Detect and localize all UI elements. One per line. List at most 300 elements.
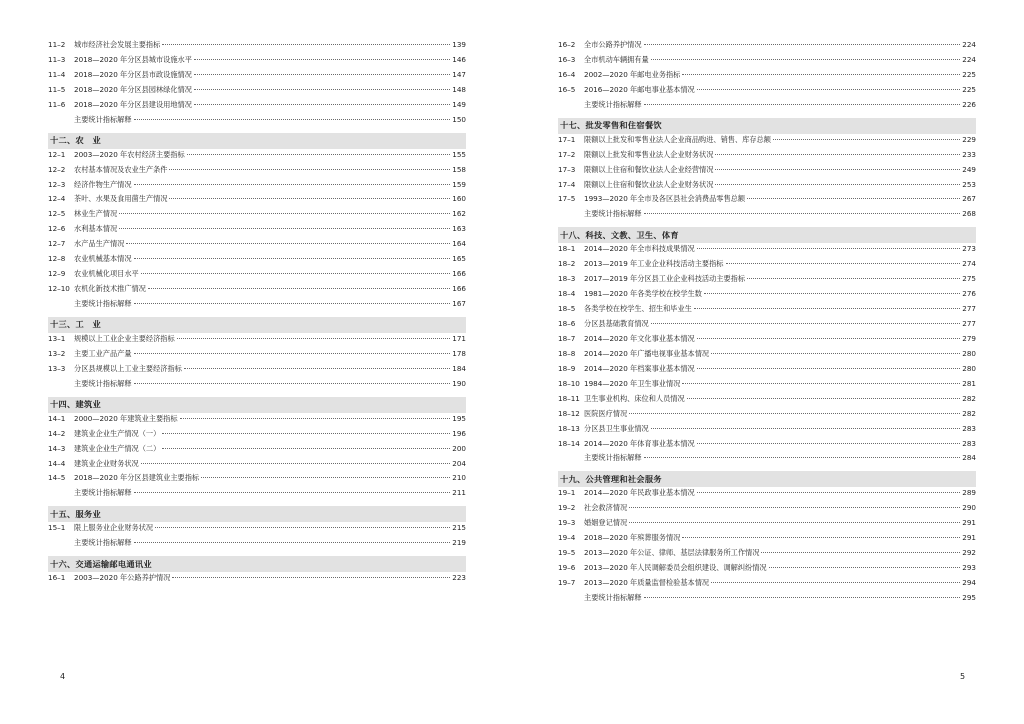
page-ref: 224 <box>962 54 976 64</box>
page-ref: 273 <box>962 244 976 254</box>
toc-entry-row[interactable] <box>558 578 976 593</box>
page-ref: 283 <box>962 423 976 433</box>
toc-entry-row[interactable] <box>48 180 466 195</box>
dot-leader <box>126 243 450 244</box>
entry-title: 建筑业企业生产情况（二） <box>74 443 161 453</box>
dot-leader <box>651 59 960 60</box>
table-code: 18–9 <box>558 363 576 373</box>
toc-entry-row[interactable] <box>48 194 466 209</box>
toc-entry-row[interactable] <box>558 180 976 195</box>
toc-note-row[interactable] <box>558 453 976 468</box>
entry-title: 2014—2020 年体育事业基本情况 <box>584 438 695 448</box>
dot-leader <box>201 477 450 478</box>
entry-title: 农机化新技术推广情况 <box>74 284 146 294</box>
toc-entry-row[interactable] <box>48 334 466 349</box>
page-ref: 178 <box>452 348 466 358</box>
dot-leader <box>162 448 450 449</box>
table-code: 12–9 <box>48 269 66 279</box>
toc-note-row[interactable] <box>558 593 976 608</box>
dot-leader <box>682 537 960 538</box>
table-code: 18–5 <box>558 304 576 314</box>
entry-title: 分区县卫生事业情况 <box>584 423 649 433</box>
dot-leader <box>629 507 960 508</box>
table-code: 11–5 <box>48 84 66 94</box>
dot-leader <box>194 59 450 60</box>
page-ref: 155 <box>452 149 466 159</box>
toc-entry-row[interactable] <box>558 289 976 304</box>
entry-title: 2013—2020 年质量监督检验基本情况 <box>584 578 710 587</box>
page-ref: 200 <box>452 443 466 453</box>
table-code: 19–7 <box>558 578 576 587</box>
toc-note-row[interactable] <box>48 538 466 553</box>
toc-entry-row[interactable] <box>558 548 976 563</box>
dot-leader <box>697 368 960 369</box>
page-ref: 294 <box>962 578 976 587</box>
dot-leader <box>651 323 960 324</box>
page-ref: 226 <box>962 99 976 109</box>
entry-title: 卫生事业机构、床位和人员情况 <box>584 393 685 403</box>
toc-entry-row[interactable] <box>48 269 466 284</box>
page-number-right: 5 <box>960 672 966 681</box>
page-ref: 268 <box>962 209 976 219</box>
page-ref: 159 <box>452 179 466 189</box>
toc-entry-row[interactable] <box>48 254 466 269</box>
toc-entry-row[interactable] <box>48 429 466 444</box>
section-heading: 十三、工 业 <box>48 317 466 333</box>
section-heading: 十八、科技、文教、卫生、体育 <box>558 227 976 243</box>
toc-entry-row[interactable] <box>558 409 976 424</box>
entry-title: 农业机械基本情况 <box>74 254 132 264</box>
entry-title: 2014—2020 年全市科技成果情况 <box>584 244 695 254</box>
toc-entry-row[interactable] <box>558 503 976 518</box>
toc-entry-row[interactable] <box>558 40 976 55</box>
table-code: 18–7 <box>558 333 576 343</box>
entry-title: 经济作物生产情况 <box>74 179 132 189</box>
dot-leader <box>177 338 450 339</box>
entry-title: 主要统计指标解释 <box>74 378 132 388</box>
page-ref: 267 <box>962 194 976 204</box>
toc-entry-row[interactable] <box>558 70 976 85</box>
dot-leader <box>162 433 450 434</box>
dot-leader <box>694 308 960 309</box>
toc-note-row[interactable] <box>48 115 466 130</box>
table-code: 19–4 <box>558 533 576 543</box>
dot-leader <box>747 278 960 279</box>
entry-title: 2013—2020 年人民调解委员会组织建设、调解纠纷情况 <box>584 563 767 573</box>
page-ref: 281 <box>962 378 976 388</box>
page-ref: 274 <box>962 259 976 269</box>
toc-entry-row[interactable] <box>48 473 466 488</box>
entry-title: 主要统计指标解释 <box>74 114 132 124</box>
table-code: 11–3 <box>48 54 66 64</box>
dot-leader <box>715 154 960 155</box>
table-code: 18–4 <box>558 289 576 299</box>
toc-entry-row[interactable] <box>558 194 976 209</box>
dot-leader <box>644 597 960 598</box>
entry-title: 2014—2020 年档案事业基本情况 <box>584 363 695 373</box>
toc-entry-row[interactable] <box>558 319 976 334</box>
table-code: 19–6 <box>558 563 576 573</box>
toc-entry-row[interactable] <box>48 40 466 55</box>
entry-title: 茶叶、水果及食用菌生产情况 <box>74 194 168 204</box>
entry-title: 分区县基础教育情况 <box>584 319 649 328</box>
page-ref: 167 <box>452 299 466 308</box>
entry-title: 主要统计指标解释 <box>74 538 132 548</box>
table-code: 12–1 <box>48 149 66 159</box>
toc-entry-row[interactable] <box>558 488 976 503</box>
entry-title: 限额以上批发和零售业法人企业商品购进、销售、库存总额 <box>584 134 771 144</box>
entry-title: 农业机械化项目水平 <box>74 269 139 279</box>
entry-title: 2018—2020 年分区县城市设施水平 <box>74 54 192 64</box>
table-code: 16–4 <box>558 69 576 79</box>
toc-entry-row[interactable] <box>48 523 466 538</box>
toc-entry-row[interactable] <box>558 259 976 274</box>
toc-entry-row[interactable] <box>558 150 976 165</box>
table-code: 14–4 <box>48 458 66 468</box>
dot-leader <box>134 258 450 259</box>
dot-leader <box>629 413 960 414</box>
dot-leader <box>141 273 450 274</box>
toc-note-row[interactable] <box>48 488 466 503</box>
entry-title: 各类学校在校学生、招生和毕业生 <box>584 304 692 314</box>
entry-title: 城市经济社会发展主要指标 <box>74 40 161 49</box>
dot-leader <box>119 213 450 214</box>
page-ref: 190 <box>452 378 466 388</box>
table-code: 18–13 <box>558 423 580 433</box>
page-ref: 149 <box>452 99 466 109</box>
table-code: 17–4 <box>558 179 576 189</box>
table-code: 18–6 <box>558 319 576 328</box>
table-code: 12–5 <box>48 209 66 219</box>
entry-title: 2014—2020 年民政事业基本情况 <box>584 488 695 498</box>
toc-entry-row[interactable] <box>558 55 976 70</box>
dot-leader <box>697 443 960 444</box>
entry-title: 主要统计指标解释 <box>74 299 132 308</box>
entry-title: 全市机动车辆拥有量 <box>584 54 649 64</box>
table-code: 18–3 <box>558 274 576 284</box>
dot-leader <box>697 338 960 339</box>
table-code: 13–2 <box>48 348 66 358</box>
entry-title: 婚姻登记情况 <box>584 518 628 528</box>
page-ref: 166 <box>452 269 466 279</box>
table-code: 13–3 <box>48 363 66 373</box>
dot-leader <box>141 463 450 464</box>
entry-title: 2018—2020 年分区县园林绿化情况 <box>74 84 192 94</box>
page-ref: 295 <box>962 592 976 602</box>
toc-page-left <box>48 40 466 588</box>
toc-entry-row[interactable] <box>48 70 466 85</box>
entry-title: 主要工业产品产量 <box>74 348 132 358</box>
dot-leader <box>629 522 960 523</box>
toc-entry-row[interactable] <box>48 349 466 364</box>
table-code: 11–4 <box>48 69 66 79</box>
section-heading: 十九、公共管理和社会服务 <box>558 471 976 487</box>
dot-leader <box>697 248 960 249</box>
dot-leader <box>704 293 960 294</box>
table-code: 14–2 <box>48 428 66 438</box>
entry-title: 社会救济情况 <box>584 503 628 513</box>
toc-entry-row[interactable] <box>558 518 976 533</box>
toc-entry-row[interactable] <box>48 150 466 165</box>
table-code: 18–8 <box>558 348 576 358</box>
toc-page-right <box>558 40 976 608</box>
table-code: 17–2 <box>558 149 576 159</box>
page-ref: 291 <box>962 518 976 528</box>
entry-title: 限额以上住宿和餐饮业法人企业经营情况 <box>584 164 714 174</box>
table-code: 16–2 <box>558 40 576 49</box>
entry-title: 主要统计指标解释 <box>584 209 642 219</box>
table-code: 18–1 <box>558 244 576 254</box>
table-code: 17–5 <box>558 194 576 204</box>
table-code: 16–5 <box>558 84 576 94</box>
entry-title: 2003—2020 年农村经济主要指标 <box>74 149 185 159</box>
entry-title: 2018—2020 年分区县建筑业主要指标 <box>74 473 200 483</box>
table-code: 12–2 <box>48 164 66 174</box>
dot-leader <box>194 74 450 75</box>
entry-title: 2000—2020 年建筑业主要指标 <box>74 413 178 423</box>
dot-leader <box>682 74 960 75</box>
page-ref: 184 <box>452 363 466 373</box>
dot-leader <box>697 89 960 90</box>
toc-entry-row[interactable] <box>558 424 976 439</box>
section-heading: 十四、建筑业 <box>48 397 466 413</box>
page-ref: 211 <box>452 488 466 498</box>
dot-leader <box>148 288 450 289</box>
toc-entry-row[interactable] <box>558 165 976 180</box>
dot-leader <box>162 44 450 45</box>
page-ref: 166 <box>452 284 466 294</box>
table-code: 17–3 <box>558 164 576 174</box>
table-code: 19–2 <box>558 503 576 513</box>
dot-leader <box>715 184 960 185</box>
table-code: 16–3 <box>558 54 576 64</box>
page-ref: 284 <box>962 453 976 463</box>
dot-leader <box>180 418 450 419</box>
table-code: 18–10 <box>558 378 580 388</box>
toc-entry-row[interactable] <box>48 85 466 100</box>
page-ref: 279 <box>962 333 976 343</box>
entry-title: 1984—2020 年卫生事业情况 <box>584 378 681 388</box>
toc-note-row[interactable] <box>48 299 466 314</box>
dot-leader <box>697 492 960 493</box>
dot-leader <box>711 582 960 583</box>
toc-entry-row[interactable] <box>558 563 976 578</box>
toc-entry-row[interactable] <box>558 394 976 409</box>
section-heading: 十二、农 业 <box>48 133 466 149</box>
dot-leader <box>726 263 961 264</box>
toc-entry-row[interactable] <box>48 444 466 459</box>
toc-entry-row[interactable] <box>558 135 976 150</box>
table-code: 19–1 <box>558 488 576 498</box>
dot-leader <box>644 44 960 45</box>
table-code: 15–1 <box>48 523 66 533</box>
toc-note-row[interactable] <box>558 100 976 115</box>
table-code: 16–1 <box>48 573 66 583</box>
toc-entry-row[interactable] <box>558 349 976 364</box>
toc-entry-row[interactable] <box>558 334 976 349</box>
page-ref: 275 <box>962 274 976 284</box>
entry-title: 医院医疗情况 <box>584 408 628 418</box>
dot-leader <box>134 542 450 543</box>
page-ref: 146 <box>452 54 466 64</box>
toc-entry-row[interactable] <box>48 364 466 379</box>
toc-entry-row[interactable] <box>558 274 976 289</box>
entry-title: 主要统计指标解释 <box>584 99 642 109</box>
toc-entry-row[interactable] <box>48 573 466 588</box>
table-code: 12–7 <box>48 239 66 249</box>
dot-leader <box>172 577 450 578</box>
page-ref: 150 <box>452 114 466 124</box>
entry-title: 水产品生产情况 <box>74 239 125 249</box>
entry-title: 主要统计指标解释 <box>584 453 642 463</box>
page-ref: 147 <box>452 69 466 79</box>
page-ref: 291 <box>962 533 976 543</box>
toc-entry-row[interactable] <box>558 533 976 548</box>
table-code: 14–3 <box>48 443 66 453</box>
entry-title: 限额以上批发和零售业法人企业财务状况 <box>584 149 714 159</box>
entry-title: 2014—2020 年广播电视事业基本情况 <box>584 348 710 358</box>
toc-entry-row[interactable] <box>558 364 976 379</box>
toc-entry-row[interactable] <box>558 304 976 319</box>
page-ref: 165 <box>452 254 466 264</box>
table-code: 12–10 <box>48 284 70 294</box>
toc-entry-row[interactable] <box>48 284 466 299</box>
entry-title: 农村基本情况及农业生产条件 <box>74 164 168 174</box>
dot-leader <box>134 119 450 120</box>
dot-leader <box>119 228 450 229</box>
toc-entry-row[interactable] <box>558 379 976 394</box>
page-ref: 225 <box>962 84 976 94</box>
page-ref: 292 <box>962 548 976 558</box>
table-code: 18–2 <box>558 259 576 269</box>
toc-entry-row[interactable] <box>48 55 466 70</box>
dot-leader <box>134 353 450 354</box>
page-ref: 277 <box>962 319 976 328</box>
entry-title: 2013—2019 年工业企业科技活动主要指标 <box>584 259 724 269</box>
page-ref: 249 <box>962 164 976 174</box>
page-ref: 164 <box>452 239 466 249</box>
page-number-left: 4 <box>60 672 66 681</box>
page-ref: 289 <box>962 488 976 498</box>
dot-leader <box>134 383 450 384</box>
toc-note-row[interactable] <box>558 209 976 224</box>
page-ref: 204 <box>452 458 466 468</box>
entry-title: 1993—2020 年全市及各区县社会消费品零售总额 <box>584 194 746 204</box>
toc-entry-row[interactable] <box>48 459 466 474</box>
entry-title: 2016—2020 年邮电事业基本情况 <box>584 84 695 94</box>
dot-leader <box>187 154 450 155</box>
section-heading: 十六、交通运输邮电通讯业 <box>48 556 466 572</box>
toc-entry-row[interactable] <box>48 165 466 180</box>
table-code: 19–5 <box>558 548 576 558</box>
dot-leader <box>711 353 960 354</box>
dot-leader <box>715 169 960 170</box>
page-ref: 148 <box>452 84 466 94</box>
entry-title: 分区县规模以上工业主要经济指标 <box>74 363 182 373</box>
entry-title: 2018—2020 年殡葬服务情况 <box>584 533 681 543</box>
dot-leader <box>169 169 450 170</box>
page-ref: 195 <box>452 413 466 423</box>
dot-leader <box>644 104 960 105</box>
page-ref: 219 <box>452 538 466 548</box>
toc-entry-row[interactable] <box>48 209 466 224</box>
section-heading: 十七、批发零售和住宿餐饮 <box>558 118 976 134</box>
page-ref: 276 <box>962 289 976 299</box>
entry-title: 建筑业企业财务状况 <box>74 458 139 468</box>
table-code: 12–4 <box>48 194 66 204</box>
table-code: 18–14 <box>558 438 580 448</box>
entry-title: 林业生产情况 <box>74 209 118 219</box>
entry-title: 规模以上工业企业主要经济指标 <box>74 333 175 343</box>
page-ref: 282 <box>962 393 976 403</box>
table-code: 11–2 <box>48 40 66 49</box>
toc-entry-row[interactable] <box>558 85 976 100</box>
page-ref: 215 <box>452 523 466 533</box>
dot-leader <box>134 184 450 185</box>
table-code: 18–11 <box>558 393 580 403</box>
table-code: 18–12 <box>558 408 580 418</box>
dot-leader <box>194 89 450 90</box>
dot-leader <box>682 383 960 384</box>
table-code: 17–1 <box>558 134 576 144</box>
table-code: 13–1 <box>48 333 66 343</box>
page-ref: 163 <box>452 224 466 234</box>
dot-leader <box>761 552 960 553</box>
entry-title: 主要统计指标解释 <box>584 592 642 602</box>
entry-title: 2017—2019 年分区县工业企业科技活动主要指标 <box>584 274 746 284</box>
toc-entry-row[interactable] <box>48 100 466 115</box>
table-code: 12–3 <box>48 179 66 189</box>
table-code: 14–5 <box>48 473 66 483</box>
dot-leader <box>769 567 960 568</box>
toc-entry-row[interactable] <box>558 244 976 259</box>
table-code: 14–1 <box>48 413 66 423</box>
page-ref: 283 <box>962 438 976 448</box>
dot-leader <box>651 428 960 429</box>
dot-leader <box>773 139 960 140</box>
dot-leader <box>644 213 960 214</box>
dot-leader <box>134 303 450 304</box>
page-ref: 160 <box>452 194 466 204</box>
toc-entry-row[interactable] <box>558 439 976 454</box>
page-ref: 171 <box>452 333 466 343</box>
table-code: 12–6 <box>48 224 66 234</box>
page-ref: 139 <box>452 40 466 49</box>
toc-entry-row[interactable] <box>48 224 466 239</box>
entry-title: 建筑业企业生产情况（一） <box>74 428 161 438</box>
table-code: 11–6 <box>48 99 66 109</box>
dot-leader <box>134 492 450 493</box>
toc-entry-row[interactable] <box>48 414 466 429</box>
toc-note-row[interactable] <box>48 379 466 394</box>
entry-title: 限额以上住宿和餐饮业法人企业财务状况 <box>584 179 714 189</box>
entry-title: 1981—2020 年各类学校在校学生数 <box>584 289 702 299</box>
entry-title: 2014—2020 年文化事业基本情况 <box>584 333 695 343</box>
page-ref: 253 <box>962 179 976 189</box>
page-ref: 233 <box>962 149 976 159</box>
dot-leader <box>194 104 450 105</box>
page-ref: 229 <box>962 134 976 144</box>
page-ref: 224 <box>962 40 976 49</box>
entry-title: 2003—2020 年公路养护情况 <box>74 573 171 583</box>
dot-leader <box>747 198 960 199</box>
page-ref: 223 <box>452 573 466 583</box>
page-ref: 280 <box>962 348 976 358</box>
section-heading: 十五、服务业 <box>48 506 466 522</box>
entry-title: 2018—2020 年分区县市政设施情况 <box>74 69 192 79</box>
toc-entry-row[interactable] <box>48 239 466 254</box>
entry-title: 2002—2020 年邮电业务指标 <box>584 69 681 79</box>
